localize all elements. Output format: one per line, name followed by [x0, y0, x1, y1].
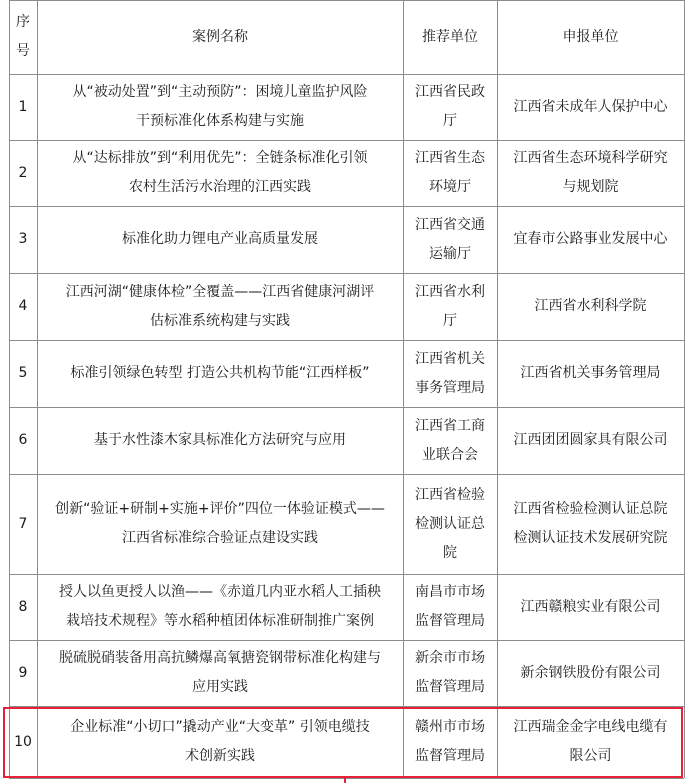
applicant-cell-text: 江西省机关事务管理局	[520, 365, 661, 381]
header-seq-cell-text: 序 号	[16, 14, 30, 59]
seq-cell-text: 10	[14, 733, 32, 750]
case-name-cell-text: 脱硫脱硝装备用高抗鳞爆高氧搪瓷钢带标准化构建与 应用实践	[59, 650, 381, 695]
applicant-cell-text: 江西赣粮实业有限公司	[520, 598, 661, 615]
recommender-cell	[403, 640, 497, 706]
recommender-cell-text: 江西省检验 检测认证总 院	[415, 486, 485, 561]
seq-cell-text: 4	[18, 298, 28, 314]
case-name-cell-text: 标准化助力锂电产业高质量发展	[122, 231, 318, 247]
header-case-name-cell	[37, 0, 403, 74]
case-name-cell-text: 从“达标排放”到“利用优先”：全链条标准化引领 农村生活污水治理的江西实践	[72, 150, 368, 195]
applicant-cell-text: 江西省未成年人保护中心	[513, 98, 668, 115]
header-recommender-cell	[403, 0, 497, 74]
seq-cell	[9, 640, 37, 706]
applicant-cell	[497, 140, 684, 206]
applicant-cell	[497, 640, 684, 706]
recommender-cell-text: 江西省机关 事务管理局	[415, 350, 485, 396]
applicant-cell-text: 江西省水利科学院	[534, 298, 647, 314]
recommender-cell-text: 江西省生态 环境厅	[415, 150, 485, 195]
recommender-cell	[403, 474, 497, 574]
recommender-cell-text: 南昌市市场 监督管理局	[415, 584, 485, 629]
case-name-cell-text: 标准引领绿色转型 打造公共机构节能“江西样板”	[70, 365, 370, 381]
recommender-cell	[403, 340, 497, 407]
seq-cell-text: 2	[18, 164, 28, 181]
seq-cell-text: 7	[18, 515, 28, 532]
seq-cell-text: 6	[18, 432, 28, 448]
header-applicant-cell-text: 申报单位	[562, 28, 619, 45]
seq-cell-text: 1	[18, 98, 28, 115]
case-name-cell	[37, 640, 403, 706]
case-name-cell-text: 从“被动处置”到“主动预防”：困境儿童监护风险 干预标准化体系构建与实施	[72, 84, 368, 129]
seq-cell	[9, 206, 37, 273]
seq-cell	[9, 574, 37, 640]
applicant-cell-text: 新余钢铁股份有限公司	[520, 664, 661, 681]
applicant-cell-text: 江西瑞金金字电线电缆有 限公司	[513, 719, 668, 764]
header-seq-cell	[9, 0, 37, 74]
recommender-cell-text: 赣州市市场 监督管理局	[415, 719, 485, 764]
applicant-cell	[497, 206, 684, 273]
applicant-cell-text: 江西团团圆家具有限公司	[513, 432, 668, 448]
case-name-cell	[37, 206, 403, 273]
recommender-cell	[403, 140, 497, 206]
recommender-cell-text: 江西省民政 厅	[415, 84, 485, 129]
header-recommender-cell-text: 推荐单位	[422, 28, 478, 45]
seq-cell-text: 3	[18, 231, 28, 247]
applicant-cell	[497, 273, 684, 340]
case-name-cell-text: 授人以鱼更授人以渔——《赤道几内亚水稻人工插秧 栽培技术规程》等水稻种植团体标准研制推广案例	[59, 584, 381, 629]
recommender-cell-text: 新余市市场 监督管理局	[415, 650, 485, 695]
applicant-cell	[497, 74, 684, 140]
applicant-cell	[497, 574, 684, 640]
seq-cell-text: 9	[18, 664, 28, 681]
applicant-cell-text: 江西省生态环境科学研究 与规划院	[513, 150, 668, 195]
recommender-cell	[403, 407, 497, 474]
applicant-cell	[497, 340, 684, 407]
applicant-cell-text: 宜春市公路事业发展中心	[513, 231, 668, 247]
seq-cell-text: 8	[18, 598, 28, 615]
recommender-cell	[403, 206, 497, 273]
seq-cell	[9, 407, 37, 474]
case-name-cell	[37, 474, 403, 574]
seq-cell	[9, 74, 37, 140]
case-name-cell-text: 企业标准“小切口”撬动产业“大变革” 引领电缆技 术创新实践	[70, 719, 370, 764]
header-case-name-cell-text: 案例名称	[192, 28, 248, 45]
highlight-marker	[344, 778, 346, 783]
case-name-cell	[37, 340, 403, 407]
applicant-cell	[497, 474, 684, 574]
seq-cell	[9, 273, 37, 340]
seq-cell-text: 5	[18, 365, 28, 381]
seq-cell	[9, 474, 37, 574]
case-name-cell	[37, 140, 403, 206]
case-name-cell-text: 基于水性漆木家具标准化方法研究与应用	[94, 432, 346, 448]
case-name-cell	[37, 574, 403, 640]
recommender-cell	[403, 74, 497, 140]
header-applicant-cell	[497, 0, 684, 74]
recommender-cell-text: 江西省工商 业联合会	[415, 417, 485, 463]
case-name-cell-text: 江西河湖“健康体检”全覆盖——江西省健康河湖评 估标准系统构建与实践	[65, 283, 375, 329]
recommender-cell	[403, 273, 497, 340]
recommender-cell	[403, 574, 497, 640]
case-name-cell	[37, 74, 403, 140]
applicant-cell	[497, 407, 684, 474]
case-name-cell	[37, 273, 403, 340]
recommender-cell-text: 江西省交通 运输厅	[415, 216, 485, 262]
recommender-cell-text: 江西省水利 厅	[415, 283, 485, 329]
highlight-box	[3, 707, 683, 778]
applicant-cell-text: 江西省检验检测认证总院 检测认证技术发展研究院	[513, 501, 668, 546]
case-name-cell	[37, 407, 403, 474]
case-name-cell-text: 创新“验证+研制+实施+评价”四位一体验证模式—— 江西省标准综合验证点建设实践	[55, 501, 385, 546]
seq-cell	[9, 140, 37, 206]
seq-cell	[9, 340, 37, 407]
